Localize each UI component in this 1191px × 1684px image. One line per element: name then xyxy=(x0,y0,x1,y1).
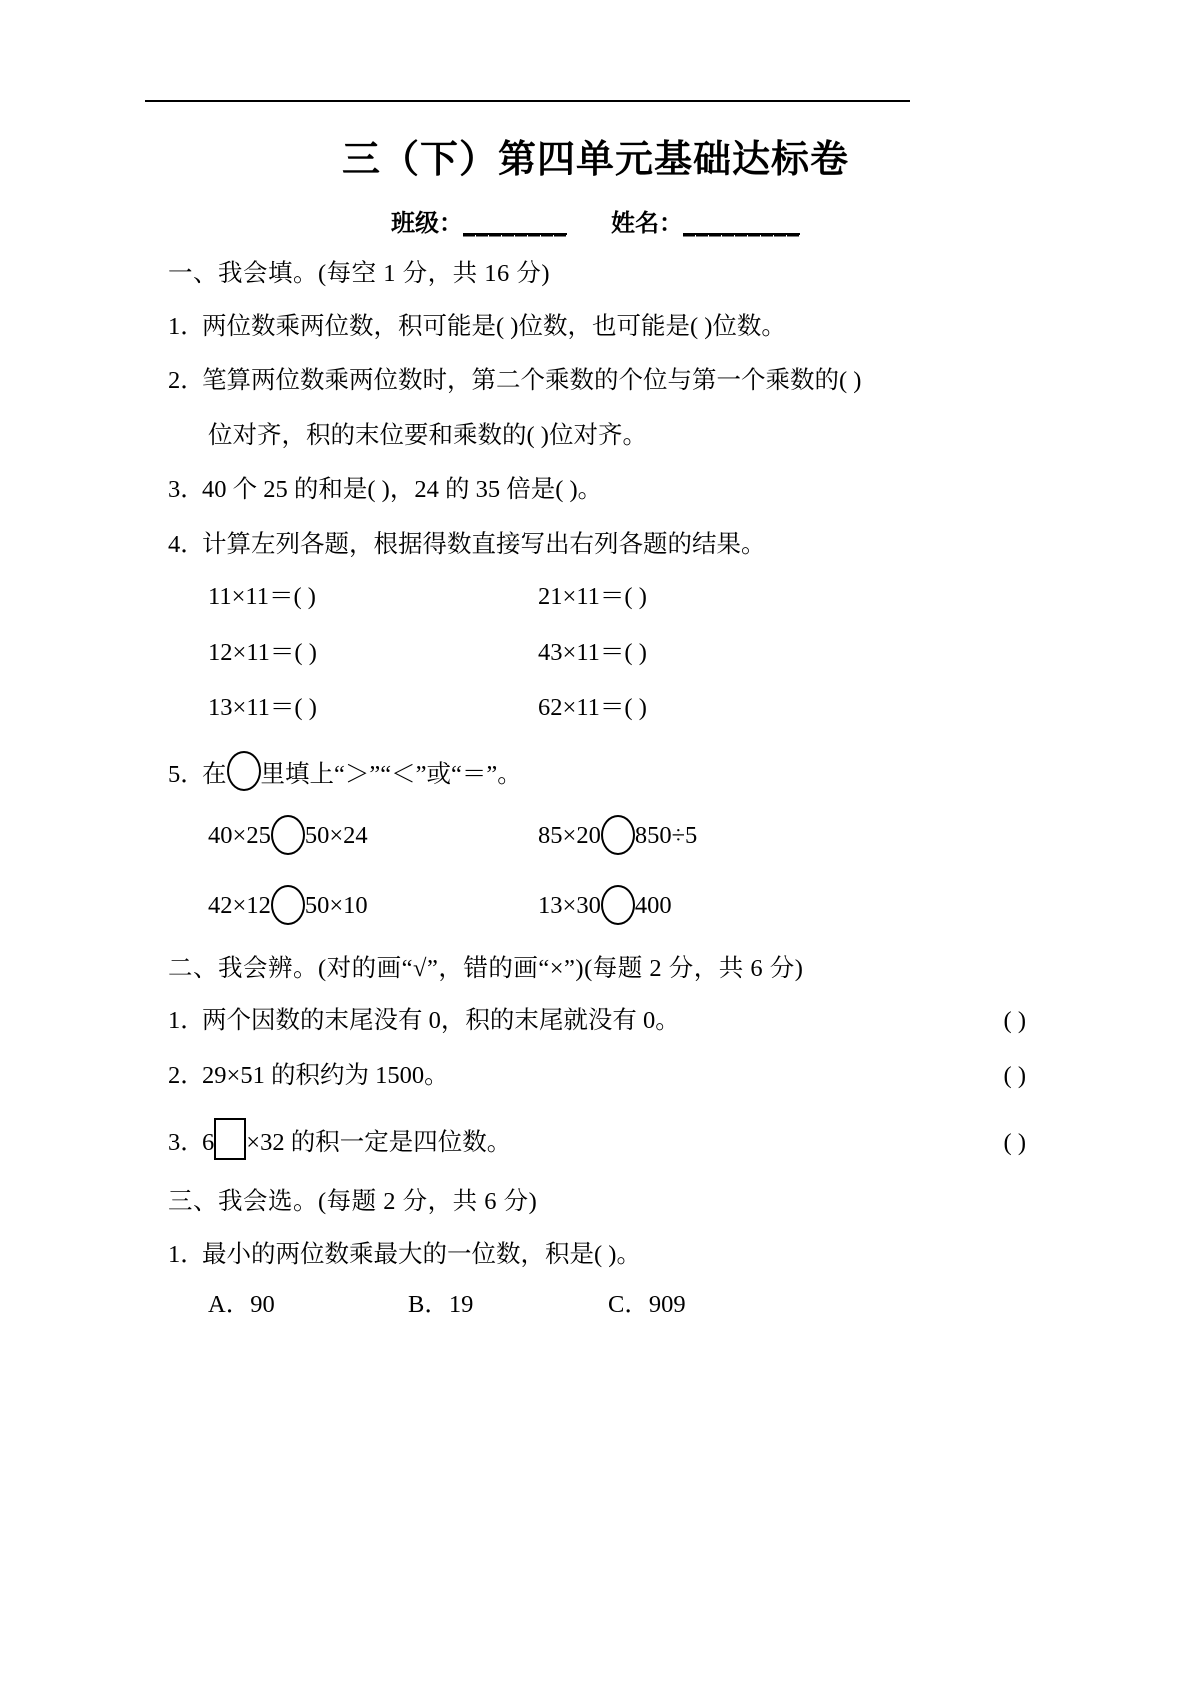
calc-item[interactable]: 11×11＝( ) xyxy=(208,583,316,610)
compare-right: 400 xyxy=(634,892,672,920)
section-heading-3: 三、我会选。(每题 2 分，共 6 分) xyxy=(168,1188,538,1215)
page-title: 三（下）第四单元基础达标卷 xyxy=(341,137,849,181)
question-1-3 xyxy=(168,478,1048,503)
question-text: 两位数乘两位数，积可能是( )位数，也可能是( )位数。 xyxy=(202,312,786,340)
answer-bracket[interactable]: ( ) xyxy=(1003,1061,1026,1089)
header-rule xyxy=(145,100,910,102)
question-text-line1: 笔算两位数乘两位数时，第二个乘数的个位与第一个乘数的( ) xyxy=(202,367,862,394)
compare-left: 40×25 xyxy=(208,822,271,850)
exam-body xyxy=(168,262,1048,1318)
option-b[interactable]: B．19 xyxy=(408,1291,474,1318)
question-text: 40 个 25 的和是( )，24 的 35 倍是( )。 xyxy=(202,476,603,503)
question-1-5 xyxy=(168,751,1048,791)
compare-item[interactable] xyxy=(208,887,538,927)
question-text-prefix: 在 xyxy=(202,760,227,788)
name-label: 姓名： xyxy=(611,209,683,237)
calc-item[interactable]: 12×11＝( ) xyxy=(208,638,317,666)
calc-item[interactable]: 43×11＝( ) xyxy=(538,638,647,666)
question-text-suffix: ×32 的积一定是四位数。 xyxy=(246,1129,512,1156)
question-text: 计算左列各题，根据得数直接写出右列各题的结果。 xyxy=(202,530,766,558)
compare-item[interactable] xyxy=(538,817,1048,857)
compare-left: 85×20 xyxy=(538,822,601,850)
compare-left: 13×30 xyxy=(538,892,601,920)
question-2-2 xyxy=(168,1061,1048,1089)
question-text: 两个因数的末尾没有 0，积的末尾就没有 0。 xyxy=(202,1007,680,1034)
question-number: 4． xyxy=(168,530,205,558)
question-number: 2． xyxy=(168,1061,205,1089)
calculation-grid xyxy=(168,585,1048,721)
circle-blank[interactable] xyxy=(271,815,305,855)
compare-right: 50×24 xyxy=(304,822,368,850)
question-1-2 xyxy=(168,369,1048,394)
circle-icon xyxy=(227,751,261,791)
calc-item[interactable]: 13×11＝( ) xyxy=(208,694,317,721)
question-number: 3． xyxy=(168,476,205,503)
compare-item[interactable] xyxy=(538,887,1048,927)
compare-left: 42×12 xyxy=(208,892,271,920)
answer-bracket[interactable]: ( ) xyxy=(1003,1129,1026,1156)
question-text-suffix: 里填上“＞”“＜”或“＝”。 xyxy=(260,760,522,788)
question-number: 5． xyxy=(168,760,205,788)
option-a[interactable]: A．90 xyxy=(208,1291,275,1318)
circle-blank[interactable] xyxy=(271,885,305,925)
answer-bracket[interactable]: ( ) xyxy=(1003,1007,1026,1034)
option-c[interactable]: C．909 xyxy=(608,1291,686,1318)
compare-item[interactable] xyxy=(208,817,538,857)
question-number: 1． xyxy=(168,1240,205,1268)
question-2-1 xyxy=(168,1009,1048,1034)
square-blank-icon[interactable] xyxy=(214,1118,246,1160)
question-1-2-line2: 位对齐，积的末位要和乘数的( )位对齐。 xyxy=(208,421,647,449)
question-2-3 xyxy=(168,1118,1048,1160)
calc-item[interactable]: 62×11＝( ) xyxy=(538,694,647,721)
student-id-line xyxy=(0,203,1191,238)
question-text: 29×51 的积约为 1500。 xyxy=(202,1061,449,1089)
question-1-1 xyxy=(168,312,1048,340)
compare-right: 850÷5 xyxy=(634,822,698,850)
question-text xyxy=(202,1118,511,1160)
option-row xyxy=(168,1293,1048,1318)
question-1-4 xyxy=(168,530,1048,558)
circle-blank[interactable] xyxy=(601,815,635,855)
comparison-grid xyxy=(168,817,1048,927)
question-number: 1． xyxy=(168,1007,205,1034)
class-blank[interactable]: ________ xyxy=(463,209,567,237)
compare-right: 50×10 xyxy=(304,892,368,920)
question-number: 2． xyxy=(168,367,205,394)
question-number: 1． xyxy=(168,312,205,340)
question-3-1 xyxy=(168,1240,1048,1268)
question-text: 最小的两位数乘最大的一位数，积是( )。 xyxy=(202,1240,641,1268)
circle-blank[interactable] xyxy=(601,885,635,925)
calc-item[interactable]: 21×11＝( ) xyxy=(538,583,647,610)
question-text-prefix: 6 xyxy=(202,1129,215,1156)
section-heading-1: 一、我会填。(每空 1 分，共 16 分) xyxy=(168,260,551,287)
question-text xyxy=(202,751,1048,791)
question-number: 3． xyxy=(168,1129,205,1156)
section-heading-2: 二、我会辨。(对的画“√”，错的画“×”)(每题 2 分，共 6 分) xyxy=(168,954,804,982)
name-blank[interactable]: _________ xyxy=(683,209,800,237)
class-label: 班级： xyxy=(391,209,463,237)
